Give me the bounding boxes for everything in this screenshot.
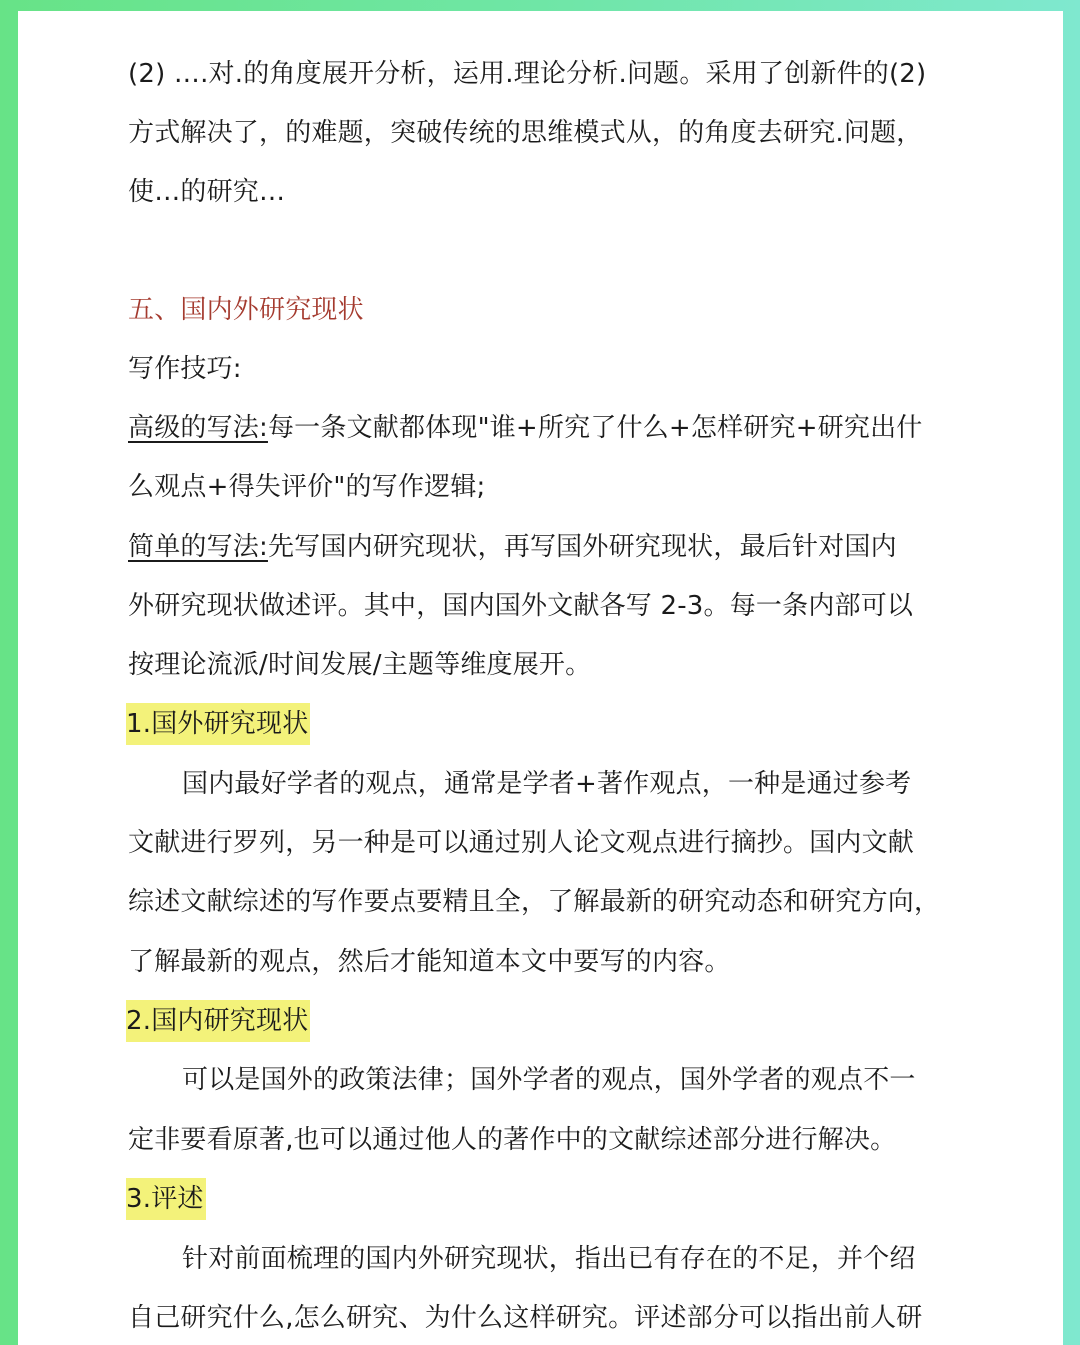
- intro-line-3: 使…的研究…: [128, 177, 286, 207]
- subsection-2-line-2: 定非要看原著,也可以通过他人的著作中的文献综述部分进行解决。: [128, 1125, 897, 1155]
- simple-method-line-2: 外研究现状做述评。其中，国内国外文献各写 2-3。每一条内部可以: [128, 591, 914, 621]
- subsection-2-line-1: 可以是国外的政策法律；国外学者的观点，国外学者的观点不一: [182, 1065, 916, 1095]
- intro-line-1: (2) ….对.的角度展开分析，运用.理论分析.问题。采用了创新件的(2): [128, 59, 927, 89]
- subsection-1-line-3: 综述文献综述的写作要点要精且全，了解最新的研究动态和研究方向，: [128, 887, 941, 917]
- subsection-2-heading: [128, 1000, 310, 1037]
- subsection-1-title: 1.国外研究现状: [126, 703, 310, 745]
- subsection-3-line-2: 自己研究什么,怎么研究、为什么这样研究。评述部分可以指出前人研: [128, 1303, 923, 1333]
- subsection-3-line-1: 针对前面梳理的国内外研究现状，指出已有存在的不足，并个绍: [182, 1244, 916, 1274]
- writing-tips-label: 写作技巧:: [128, 354, 242, 384]
- simple-method-line-3: 按理论流派/时间发展/主题等维度展开。: [128, 650, 592, 680]
- advanced-method-label: 高级的写法:: [128, 413, 268, 443]
- subsection-1-line-4: 了解最新的观点，然后才能知道本文中要写的内容。: [128, 947, 731, 977]
- subsection-3-heading: [128, 1178, 206, 1215]
- subsection-1-line-1: 国内最好学者的观点，通常是学者+著作观点，一种是通过参考: [182, 769, 912, 799]
- simple-method-text-1: 先写国内研究现状，再写国外研究现状，最后针对国内: [267, 532, 897, 562]
- subsection-1-heading: [128, 703, 310, 740]
- simple-method-label: 简单的写法:: [128, 532, 268, 562]
- document-page: [18, 11, 1063, 1345]
- subsection-2-title: 2.国内研究现状: [126, 1000, 310, 1042]
- section-title: 五、国内外研究现状: [128, 295, 364, 325]
- advanced-method-line-2: 么观点+得失评价"的写作逻辑;: [128, 472, 486, 502]
- subsection-3-title: 3.评述: [126, 1178, 206, 1220]
- simple-method-line-1: [128, 526, 897, 563]
- advanced-method-line-1: [128, 407, 922, 444]
- subsection-1-line-2: 文献进行罗列，另一种是可以通过别人论文观点进行摘抄。国内文献: [128, 828, 915, 858]
- intro-line-2: 方式解决了，的难题，突破传统的思维模式从，的角度去研究.问题，: [128, 118, 923, 148]
- advanced-method-text-1: 每一条文献都体现"谁+所究了什么+怎样研究+研究出什: [267, 413, 923, 443]
